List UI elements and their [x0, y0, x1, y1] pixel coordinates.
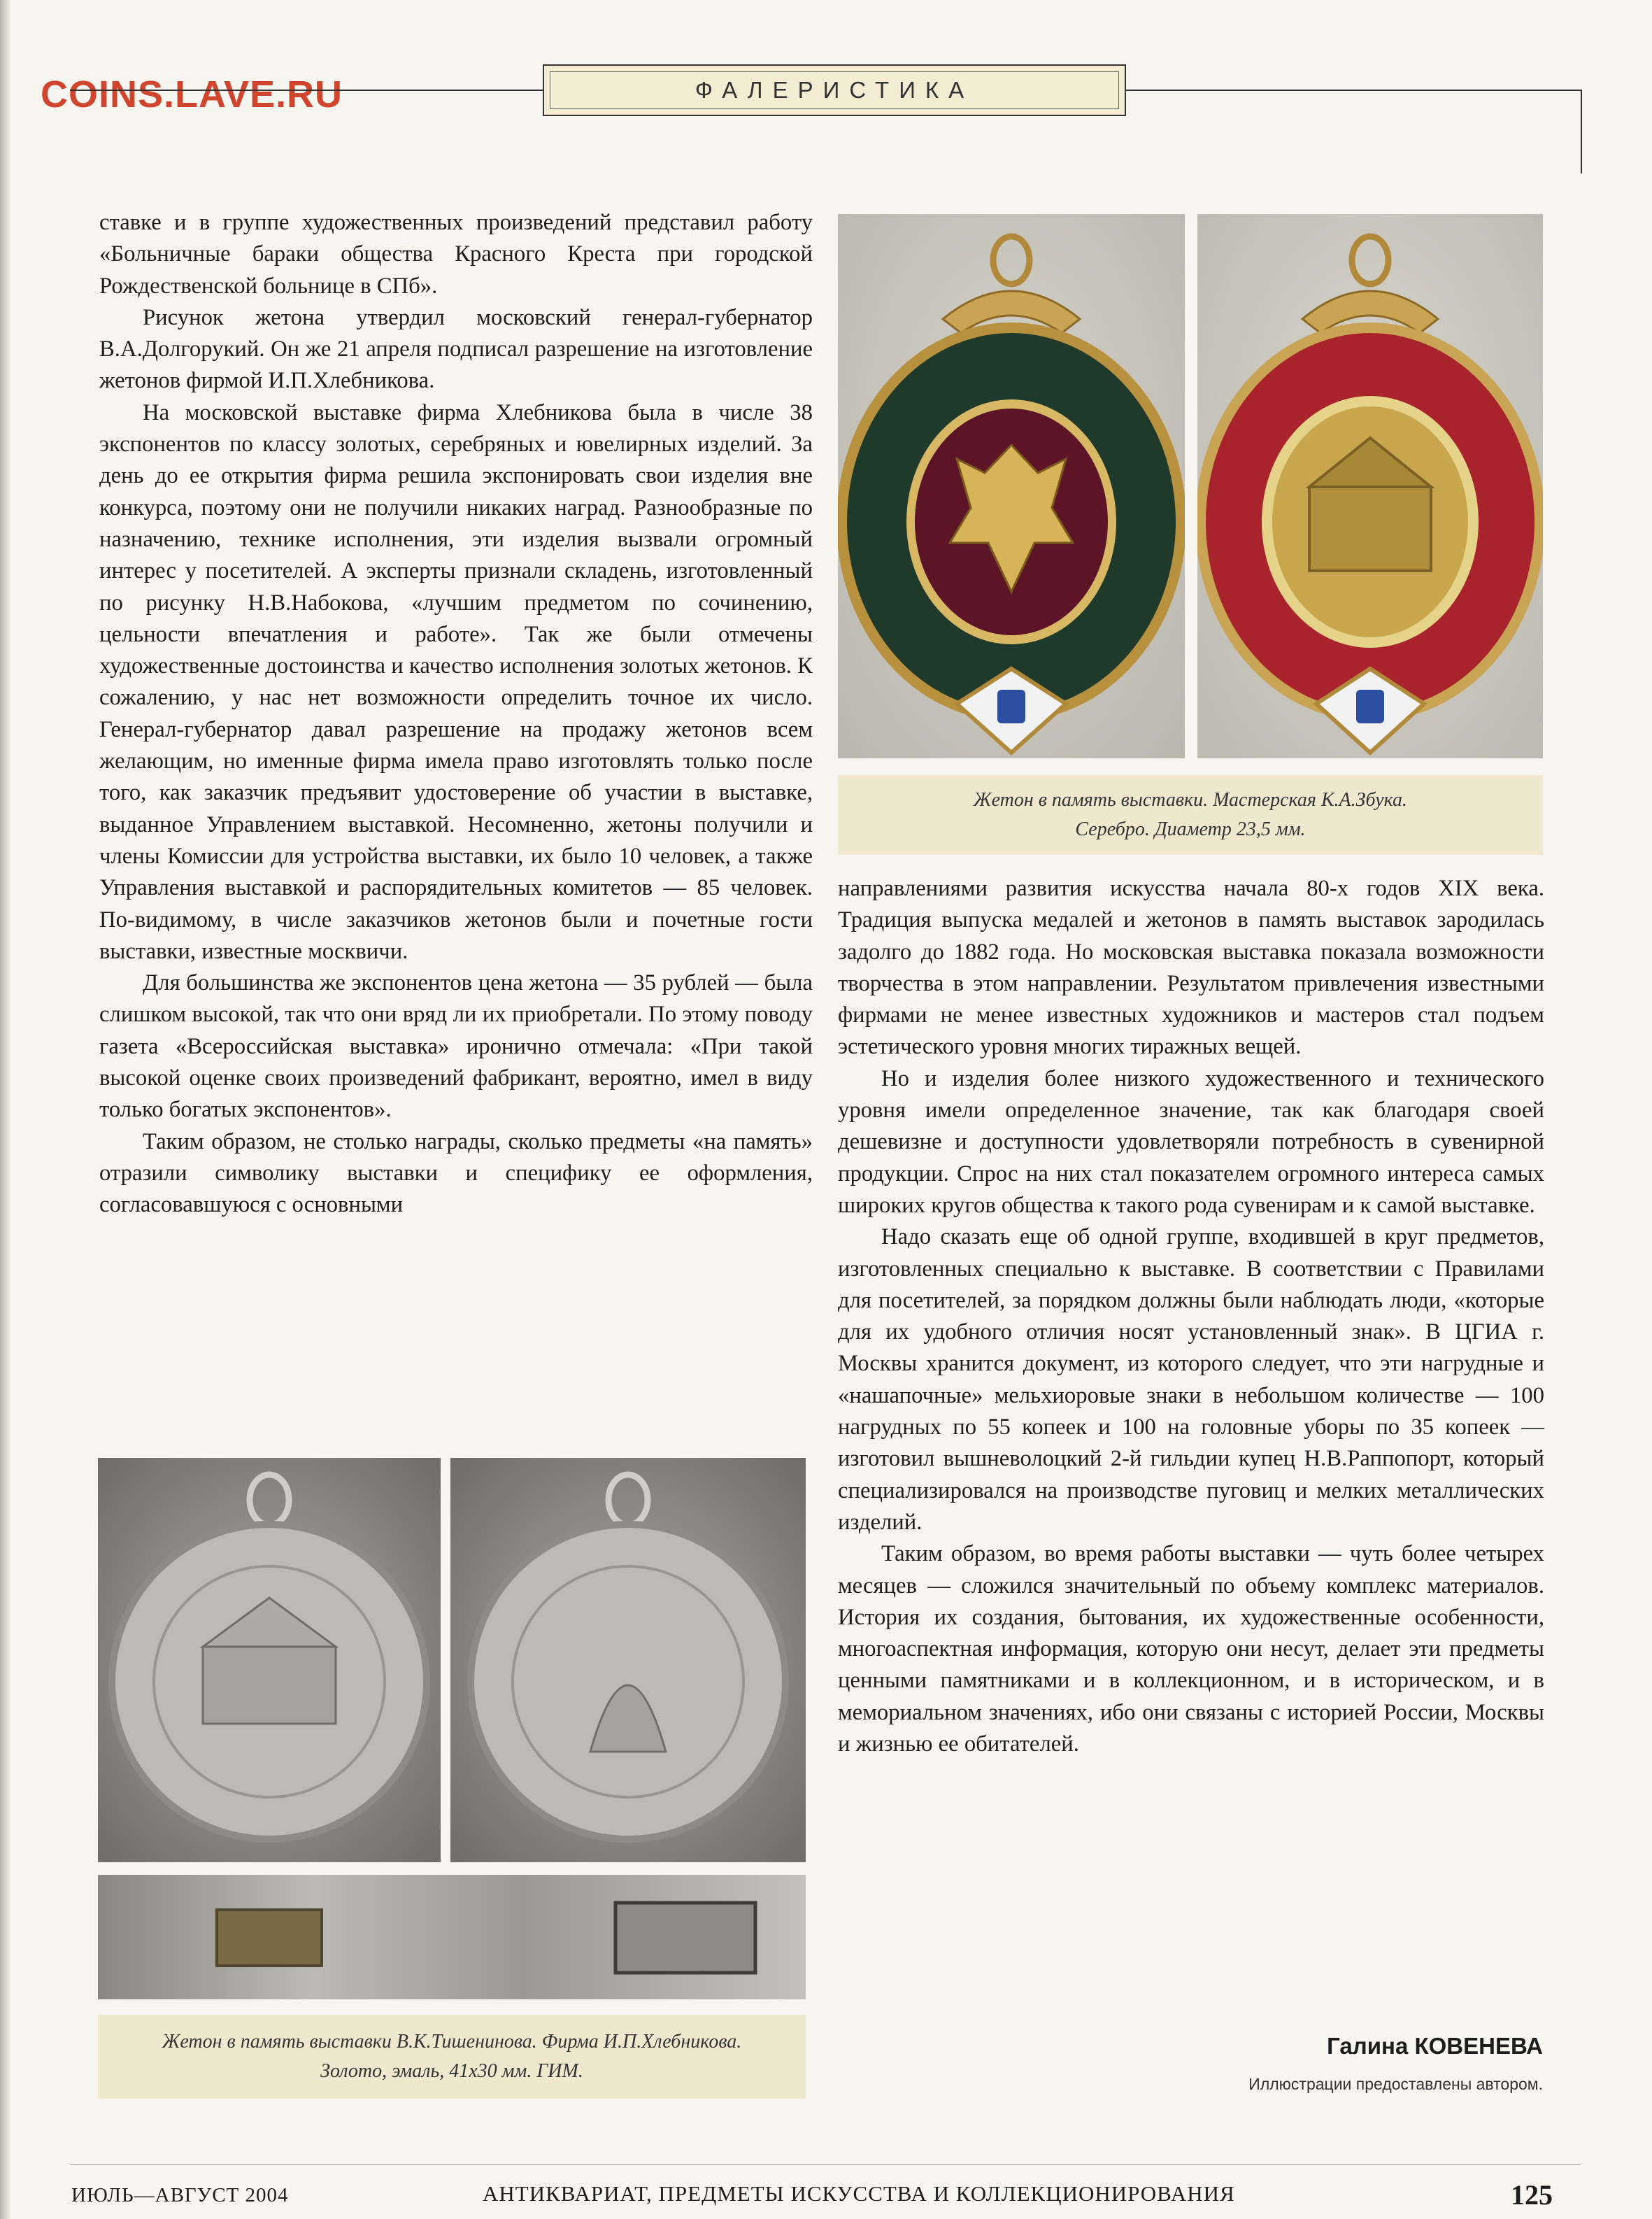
silver-medal-photo-right — [450, 1458, 806, 1862]
silver-medal-left-image — [98, 1458, 441, 1862]
caption-bottom — [98, 2015, 806, 2099]
red-enamel-medal-image — [1197, 214, 1543, 758]
author-last-name: КОВЕНЕВА — [1414, 2033, 1543, 2059]
medal-photo-green — [838, 214, 1185, 758]
site-watermark: COINS.LAVE.RU — [41, 73, 343, 115]
header-rule-left — [70, 90, 543, 91]
header-rule-corner — [1581, 90, 1582, 173]
page-number: 125 — [1511, 2179, 1553, 2211]
section-header — [543, 64, 1126, 116]
hallmark-closeup-photo — [98, 1875, 806, 1999]
footer-rule — [70, 2164, 1581, 2165]
paragraph: ставке и в группе художественных произведений представил работу «Больничные бараки общества Красного Креста при городской Рождественской больнице в СПб». — [99, 210, 813, 299]
author-first-name: Галина — [1327, 2033, 1409, 2059]
page-spine-shadow — [0, 0, 11, 2219]
author-name — [1189, 2033, 1543, 2060]
silver-medal-right-image — [450, 1458, 806, 1862]
right-column — [838, 873, 1544, 1760]
caption-top-line2: Серебро. Диаметр 23,5 мм. — [1075, 818, 1306, 840]
section-title: ФАЛЕРИСТИКА — [695, 77, 974, 103]
issue-date: ИЮЛЬ—АВГУСТ 2004 — [71, 2184, 289, 2206]
paragraph: Но и изделия более низкого художественного и технического уровня имели определенное значение, так как благодаря своей дешевизне и доступности удовлетворяли потребность в сувенирной продукции. Спрос на них стал показателем огромного интереса самых широких кругов общества к такого рода сувенирам и к самой выставке. — [838, 1065, 1544, 1218]
illustration-credit: Иллюстрации предоставлены автором. — [1248, 2075, 1543, 2093]
header-rule-right — [1123, 90, 1581, 91]
paragraph: Таким образом, не столько награды, сколько предметы «на память» отразили символику выставки и специфику ее оформления, согласовавшуюся с основными — [99, 1128, 813, 1218]
paragraph: Таким образом, во время работы выставки — чуть более четырех месяцев — сложился значительный по объему комплекс материалов. История их создания, бытования, их художественные особенности, многоаспектная информация, которую они несут, делает эти предметы ценными памятниками и в коллекционном, и в историческом, и в мемориальном значениях, ибо они связаны с историей России, Москвы и жизнью ее обитателей. — [838, 1541, 1544, 1757]
paragraph: На московской выставке фирма Хлебникова была в числе 38 экспонентов по классу золотых, серебряных и ювелирных изделий. За день до ее открытия фирма решила экспонировать свои изделия вне конкурса, поэтому они не получили никаких наград. Разнообразные по назначению, технике исполнения, эти изделия вызвали огромный интерес у посетителей. А эксперты признали складень, изготовленный по рисунку Н.В.Набокова, «лучшим предметом по сочинению, цельности впечатления и работе». Так же были отмечены художественные достоинства и качество исполнения золотых жетонов. К сожалению, у нас нет возможности определить точное их число. Генерал-губернатор давал разрешение на продажу жетонов всем желающим, но именные фирма имела право изготовлять только после того, как заказчик предъявит удостоверение об участии в выставке, выданное Управлением выставкой. Несомненно, жетоны получили и члены Комиссии для устройства выставки, их было 10 человек, а также Управления выставкой и распорядительных комитетов — 85 человек. По-видимому, в числе заказчиков жетонов были и почетные гости выставки, известные москвичи. — [99, 399, 813, 964]
caption-bottom-line2: Золото, эмаль, 41х30 мм. ГИМ. — [320, 2060, 583, 2082]
caption-top-line1: Жетон в память выставки. Мастерская К.А.Збука. — [973, 789, 1408, 811]
paragraph: Надо сказать еще об одной группе, входившей в круг предметов, изготовленных специально к выставке. В соответствии с Правилами для посетителей, за порядком должны были наблюдать люди, «которые для их удобного отличия носят установленный знак». В ЦГИА г. Москвы хранится документ, из которого следует, что эти нагрудные и «нашапочные» мельхиоровые знаки в небольшом количестве — 100 нагрудных по 55 копеек и 100 на головные уборы по 35 копеек — изготовил вышневолоцкий 2-й гильдии купец Н.В.Раппопорт, который специализировался на производстве пуговиц и мелких металлических изделий. — [838, 1224, 1544, 1535]
hallmark-closeup-image — [98, 1875, 806, 1999]
medal-photo-red — [1197, 214, 1543, 758]
magazine-title: АНТИКВАРИАТ, ПРЕДМЕТЫ ИСКУССТВА И КОЛЛЕКЦИОНИРОВАНИЯ — [483, 2181, 1235, 2206]
paragraph: Рисунок жетона утвердил московский генерал-губернатор В.А.Долгорукий. Он же 21 апреля подписал разрешение на изготовление жетонов фирмой И.П.Хлебникова. — [99, 304, 813, 394]
green-enamel-medal-image — [838, 214, 1185, 758]
silver-medal-photo-left — [98, 1458, 441, 1862]
paragraph: Для большинства же экспонентов цена жетона — 35 рублей — была слишком высокой, так что они вряд ли их приобретали. По этому поводу газета «Всероссийская выставка» иронично отмечала: «При такой высокой оценке своих произведений фабрикант, вероятно, имел в виду только богатых экспонентов». — [99, 970, 813, 1123]
caption-top — [838, 775, 1543, 855]
left-column — [99, 207, 813, 1221]
paragraph: направлениями развития искусства начала 80-х годов XIX века. Традиция выпуска медалей и жетонов в память выставок зародилась задолго до 1882 года. Но московская выставка показала возможности творчества в этом направлении. Результатом привлечения известными фирмами не менее известных художников и мастеров стал подъем эстетического уровня многих тиражных вещей. — [838, 876, 1544, 1060]
caption-bottom-line1: Жетон в память выставки В.К.Тишенинова. Фирма И.П.Хлебникова. — [162, 2031, 742, 2053]
